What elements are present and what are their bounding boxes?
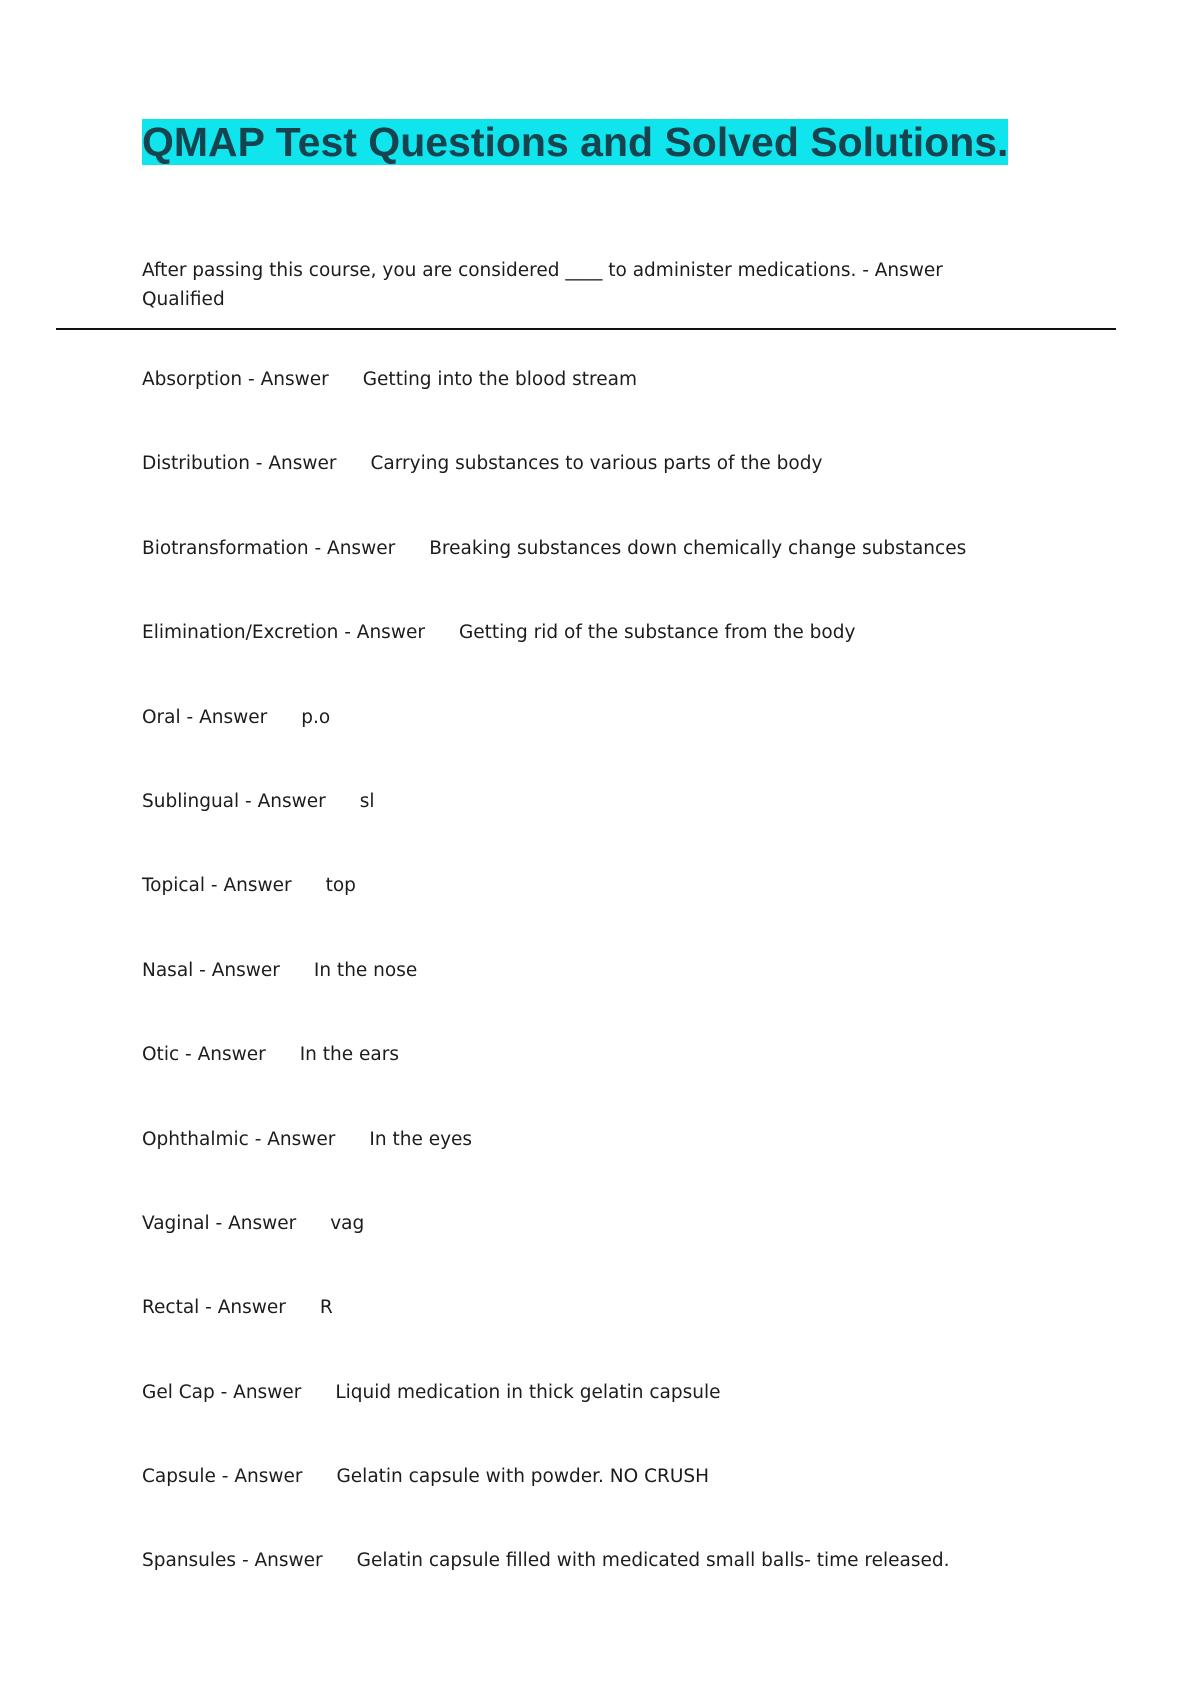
qa-list (142, 365, 1142, 1631)
qa-item (142, 1293, 1142, 1377)
qa-item (142, 534, 1142, 618)
qa-item (142, 703, 1142, 787)
qa-item (142, 1125, 1142, 1209)
qa-item (142, 365, 1142, 449)
qa-term: Biotransformation - Answer (142, 537, 396, 559)
qa-answer: top (325, 875, 356, 897)
qa-answer: Getting rid of the substance from the body (458, 622, 856, 644)
intro-question (142, 256, 1002, 314)
qa-answer: p.o (301, 706, 331, 728)
qa-term: Ophthalmic - Answer (142, 1128, 336, 1150)
qa-answer: sl (359, 790, 375, 812)
document-title (142, 118, 1042, 166)
qa-item (142, 956, 1142, 1040)
qa-answer: Breaking substances down chemically change substances (429, 537, 967, 559)
qa-answer: vag (330, 1212, 365, 1234)
qa-answer: Gelatin capsule with powder. NO CRUSH (336, 1466, 710, 1488)
qa-term: Capsule - Answer (142, 1466, 303, 1488)
intro-answer-text: Qualified (142, 289, 225, 310)
qa-term: Oral - Answer (142, 706, 268, 728)
qa-answer: Getting into the blood stream (362, 369, 637, 390)
qa-item (142, 871, 1142, 955)
qa-term: Sublingual - Answer (142, 790, 326, 812)
qa-item (142, 1462, 1142, 1546)
qa-item (142, 1378, 1142, 1462)
title-highlight: QMAP Test Questions and Solved Solutions. (142, 119, 1009, 165)
qa-answer: Liquid medication in thick gelatin capsule (335, 1381, 721, 1403)
qa-item (142, 787, 1142, 871)
qa-term: Vaginal - Answer (142, 1212, 297, 1234)
qa-term: Rectal - Answer (142, 1297, 286, 1319)
qa-term: Spansules - Answer (142, 1550, 323, 1572)
qa-item (142, 449, 1142, 533)
qa-term: Topical - Answer (142, 875, 292, 897)
qa-term: Gel Cap - Answer (142, 1381, 302, 1403)
qa-term: Nasal - Answer (142, 959, 280, 981)
intro-question-text: After passing this course, you are considered ____ to administer medications. - Answer (142, 260, 943, 281)
qa-term: Otic - Answer (142, 1044, 266, 1066)
qa-term: Absorption - Answer (142, 369, 329, 390)
qa-item (142, 1546, 1142, 1630)
qa-item (142, 1209, 1142, 1293)
qa-term: Distribution - Answer (142, 453, 337, 475)
qa-answer: Carrying substances to various parts of the body (370, 453, 823, 475)
qa-answer: R (319, 1297, 333, 1319)
qa-item (142, 1040, 1142, 1124)
qa-answer: In the eyes (369, 1128, 473, 1150)
qa-item (142, 618, 1142, 702)
qa-answer: In the nose (313, 959, 418, 981)
horizontal-divider (56, 328, 1116, 330)
qa-term: Elimination/Excretion - Answer (142, 622, 425, 644)
qa-answer: Gelatin capsule filled with medicated small balls- time released. (356, 1550, 950, 1572)
qa-answer: In the ears (299, 1044, 399, 1066)
